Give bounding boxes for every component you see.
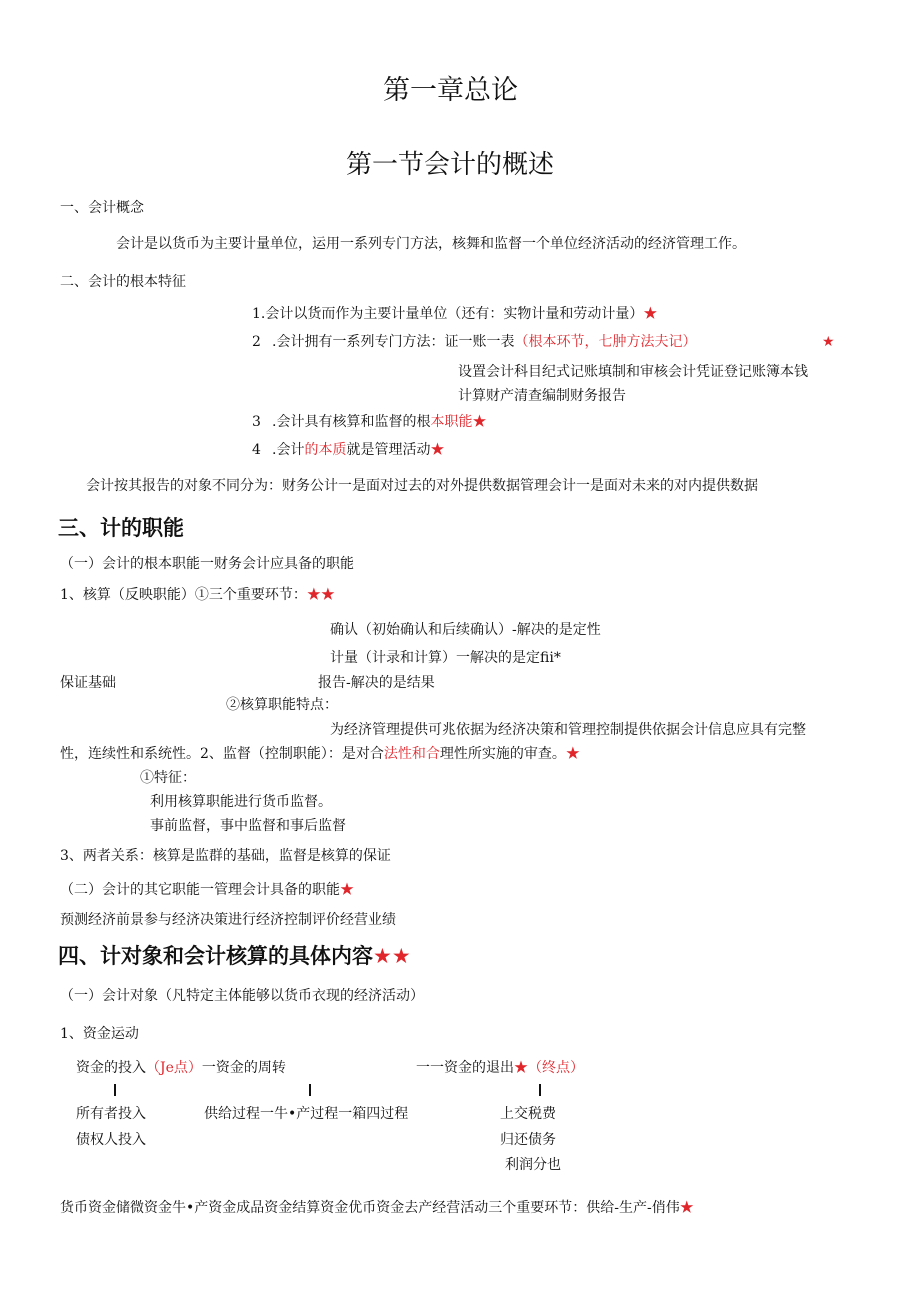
s2-methods-line1: 设置会计科目纪式记账填制和审核会计凭证登记账簿本钱 — [458, 364, 808, 380]
s4-tax: 上交税费 — [500, 1106, 556, 1122]
s4-owner-invest: 所有者投入 — [76, 1106, 146, 1122]
s4-invest-text: 资金的投入 — [76, 1060, 146, 1076]
s4-heading-text: 四、计对象和会计核算的具体内容 — [58, 944, 373, 968]
s2-item4 — [272, 440, 444, 460]
s3-calc-heading — [60, 585, 335, 605]
star-icon: ★ — [643, 306, 658, 322]
s2-item2-text: .会计拥有一系列专门方法：证一账一表 — [272, 334, 515, 350]
flow-connector — [539, 1084, 541, 1096]
star-icon: ★ — [679, 1200, 694, 1216]
section-title: 第一节会计的概述 — [346, 150, 555, 180]
s3-heading: 三、计的职能 — [58, 516, 184, 540]
s3-feature-line2-b: 理性所实施的审查。 — [439, 746, 566, 762]
s4-creditor-invest: 债权人投入 — [76, 1132, 146, 1148]
s4-exit-text: 一一资金的退出 — [416, 1060, 514, 1076]
s3-report: 报告-解决的是结果 — [318, 675, 435, 691]
s4-sub1: （一）会计对象（凡特定主体能够以货币衣现的经济活动） — [60, 988, 424, 1004]
s2-item4-text2: 就是管理活动 — [346, 442, 431, 458]
s2-item1 — [252, 304, 657, 324]
s2-item3 — [272, 412, 486, 432]
chapter-title: 第一章总论 — [383, 75, 518, 106]
s3-feature-heading: ②核算职能特点： — [226, 697, 338, 713]
flow-connector — [114, 1084, 116, 1096]
s3-sub1: （一）会计的根本职能一财务会计应具备的职能 — [60, 556, 354, 572]
s3-feature-line2-red: 法性和合 — [383, 746, 440, 762]
s2-methods-line2: 计算财产清查编制财务报告 — [458, 388, 626, 404]
s4-exit-red: （终点） — [528, 1060, 584, 1076]
s4-fund-heading: 1、资金运动 — [60, 1026, 139, 1042]
s3-confirm: 确认（初始确认和后续确认）-解决的是定性 — [330, 622, 601, 638]
s2-item2-red: （根本环节，七肿方法夫记） — [514, 334, 697, 350]
s3-sub2-text: （二）会计的其它职能一管理会计具备的职能 — [60, 882, 340, 898]
star-icon: ★★ — [306, 587, 335, 603]
s4-turnover: 一资金的周转 — [201, 1060, 286, 1076]
s3-other-funcs: 预测经济前景参与经济决策进行经济控制评价经营业绩 — [60, 912, 396, 928]
s4-bottom-line — [60, 1198, 694, 1218]
star-icon: ★ — [340, 882, 354, 898]
s3-supervise-feature: ①特征： — [140, 770, 196, 786]
star-icon: ★ — [822, 334, 835, 350]
s2-item2 — [272, 332, 696, 352]
s2-item4-red: 的本质 — [304, 442, 347, 458]
s3-supervise-2: 事前监督，事中监督和事后监督 — [150, 818, 346, 834]
star-icon: ★★ — [373, 944, 411, 968]
s4-repay: 归还债务 — [500, 1132, 556, 1148]
s4-invest — [76, 1058, 286, 1078]
s4-heading — [58, 942, 411, 970]
s4-profit: 利润分也 — [505, 1157, 561, 1173]
s2-item2-num: 2 — [252, 334, 261, 350]
s3-calc-heading-text: 1、核算（反映职能）①三个重要环节： — [60, 587, 307, 603]
s3-guarantee: 保证基础 — [60, 675, 116, 691]
s1-definition: 会计是以货币为主要计量单位，运用一系列专门方法，核舞和监督一个单位经济活动的经济管理工作。 — [116, 236, 746, 252]
s3-measure: 计量（计录和计算）一解决的是定fii* — [330, 650, 561, 666]
s3-supervise-1: 利用核算职能进行货币监督。 — [150, 794, 332, 810]
s2-item3-text: .会计具有核算和监督的根 — [272, 414, 431, 430]
s3-sub2 — [60, 880, 354, 900]
star-icon: ★ — [514, 1060, 528, 1076]
s3-feature-line1: 为经济管理提供可兆依据为经济决策和管理控制提供依据会计信息应具有完整 — [330, 722, 806, 738]
star-icon: ★ — [565, 746, 580, 762]
s2-item4-text: .会计 — [272, 442, 305, 458]
s4-bottom-line-text: 货币资金储微资金牛•产资金成品资金结算资金优币资金去产经营活动三个重要环节：供给-生产-俏伟 — [60, 1200, 680, 1216]
s4-exit — [416, 1058, 584, 1078]
s3-relation: 3、两者关系：核算是监群的基础，监督是核算的保证 — [60, 848, 391, 864]
flow-connector — [309, 1084, 311, 1096]
s1-heading: 一、会计概念 — [60, 200, 144, 216]
s2-item4-num: 4 — [252, 442, 261, 458]
star-icon: ★ — [430, 442, 445, 458]
s2-item1-text: 1.会计以货而作为主要计量单位（还有：实物计量和劳动计量） — [252, 306, 644, 322]
star-icon: ★ — [472, 414, 487, 430]
s2-heading: 二、会计的根本特征 — [60, 274, 186, 290]
s3-feature-line2 — [60, 744, 580, 764]
s4-invest-red: （Je点） — [146, 1060, 202, 1076]
s3-feature-line2-a: 性，连续性和系统性。2、监督（控制职能）：是对合 — [60, 746, 384, 762]
s2-item3-num: 3 — [252, 414, 261, 430]
s4-process: 供给过程一牛•产过程一箱四过程 — [204, 1106, 409, 1122]
s2-report-note: 会计按其报告的对象不同分为：财务公计一是面对过去的对外提供数据管理会计一是面对未来的对内提供数据 — [86, 478, 758, 494]
s2-item3-red: 本职能 — [430, 414, 473, 430]
